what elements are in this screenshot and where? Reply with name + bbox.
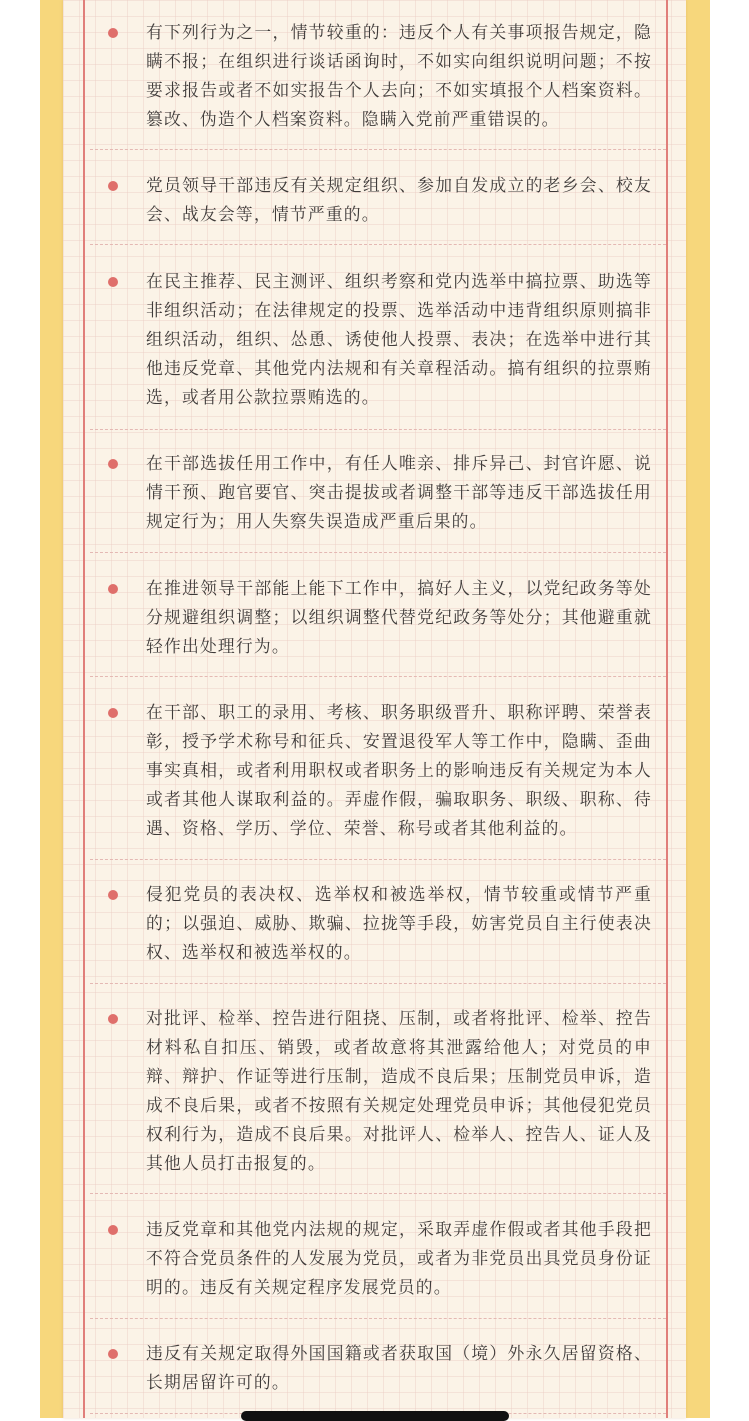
- item-text: 违反党章和其他党内法规的规定，采取弄虚作假或者其他手段把不符合党员条件的人发展为党员，或者为非党员出具党员身份证明的。违反有关规定程序发展党员的。: [146, 1219, 652, 1297]
- dashed-divider: [90, 859, 666, 860]
- right-margin-line: [666, 0, 668, 1418]
- dashed-divider: [90, 1318, 666, 1319]
- bullet-dot-icon: [108, 1014, 118, 1024]
- bullet-dot-icon: [108, 708, 118, 718]
- bullet-dot-icon: [108, 890, 118, 900]
- dashed-divider: [90, 676, 666, 677]
- item-text: 违反有关规定取得外国国籍或者获取国（境）外永久居留资格、长期居留许可的。: [146, 1343, 652, 1392]
- bullet-dot-icon: [108, 277, 118, 287]
- dashed-divider: [90, 1193, 666, 1194]
- dashed-divider: [90, 552, 666, 553]
- item-text: 有下列行为之一，情节较重的：违反个人有关事项报告规定，隐瞒不报；在组织进行谈话函询时，不如实向组织说明问题；不按要求报告或者不如实报告个人去向；不如实填报个人档案资料。篡改、伪造个人档案资料。隐瞒入党前严重错误的。: [146, 22, 652, 129]
- item-text: 在民主推荐、民主测评、组织考察和党内选举中搞拉票、助选等非组织活动；在法律规定的投票、选举活动中违背组织原则搞非组织活动，组织、怂恿、诱使他人投票、表决；在选举中进行其他违反党章、其他党内法规和有关章程活动。搞有组织的拉票贿选，或者用公款拉票贿选的。: [146, 271, 652, 407]
- item-text: 对批评、检举、控告进行阻挠、压制，或者将批评、检举、控告材料私自扣压、销毁，或者故意将其泄露给他人；对党员的申辩、辩护、作证等进行压制，造成不良后果；压制党员申诉，造成不良后果，或者不按照有关规定处理党员申诉；其他侵犯党员权利行为，造成不良后果。对批评人、检举人、控告人、证人及其他人员打击报复的。: [146, 1008, 652, 1173]
- bullet-dot-icon: [108, 1225, 118, 1235]
- left-margin-line: [83, 0, 85, 1418]
- bullet-dot-icon: [108, 1349, 118, 1359]
- dashed-divider: [90, 149, 666, 150]
- item-text: 在推进领导干部能上能下工作中，搞好人主义，以党纪政务等处分规避组织调整；以组织调整代替党纪政务等处分；其他避重就轻作出处理行为。: [146, 578, 652, 656]
- bullet-dot-icon: [108, 459, 118, 469]
- item-text: 侵犯党员的表决权、选举权和被选举权，情节较重或情节严重的；以强迫、威胁、欺骗、拉拢等手段，妨害党员自主行使表决权、选举权和被选举权的。: [146, 884, 652, 962]
- home-indicator[interactable]: [241, 1411, 509, 1421]
- bullet-dot-icon: [108, 181, 118, 191]
- dashed-divider: [90, 429, 666, 430]
- dashed-divider: [90, 983, 666, 984]
- dashed-divider: [90, 244, 666, 245]
- item-text: 党员领导干部违反有关规定组织、参加自发成立的老乡会、校友会、战友会等，情节严重的。: [146, 175, 652, 224]
- bullet-dot-icon: [108, 584, 118, 594]
- item-text: 在干部、职工的录用、考核、职务职级晋升、职称评聘、荣誉表彰，授予学术称号和征兵、安置退役军人等工作中，隐瞒、歪曲事实真相，或者利用职权或者职务上的影响违反有关规定为本人或者其他人谋取利益的。弄虚作假，骗取职务、职级、职称、待遇、资格、学历、学位、荣誉、称号或者其他利益的。: [146, 702, 652, 838]
- bullet-dot-icon: [108, 28, 118, 38]
- item-text: 在干部选拔任用工作中，有任人唯亲、排斥异己、封官许愿、说情干预、跑官要官、突击提拔或者调整干部等违反干部选拔任用规定行为；用人失察失误造成严重后果的。: [146, 453, 652, 531]
